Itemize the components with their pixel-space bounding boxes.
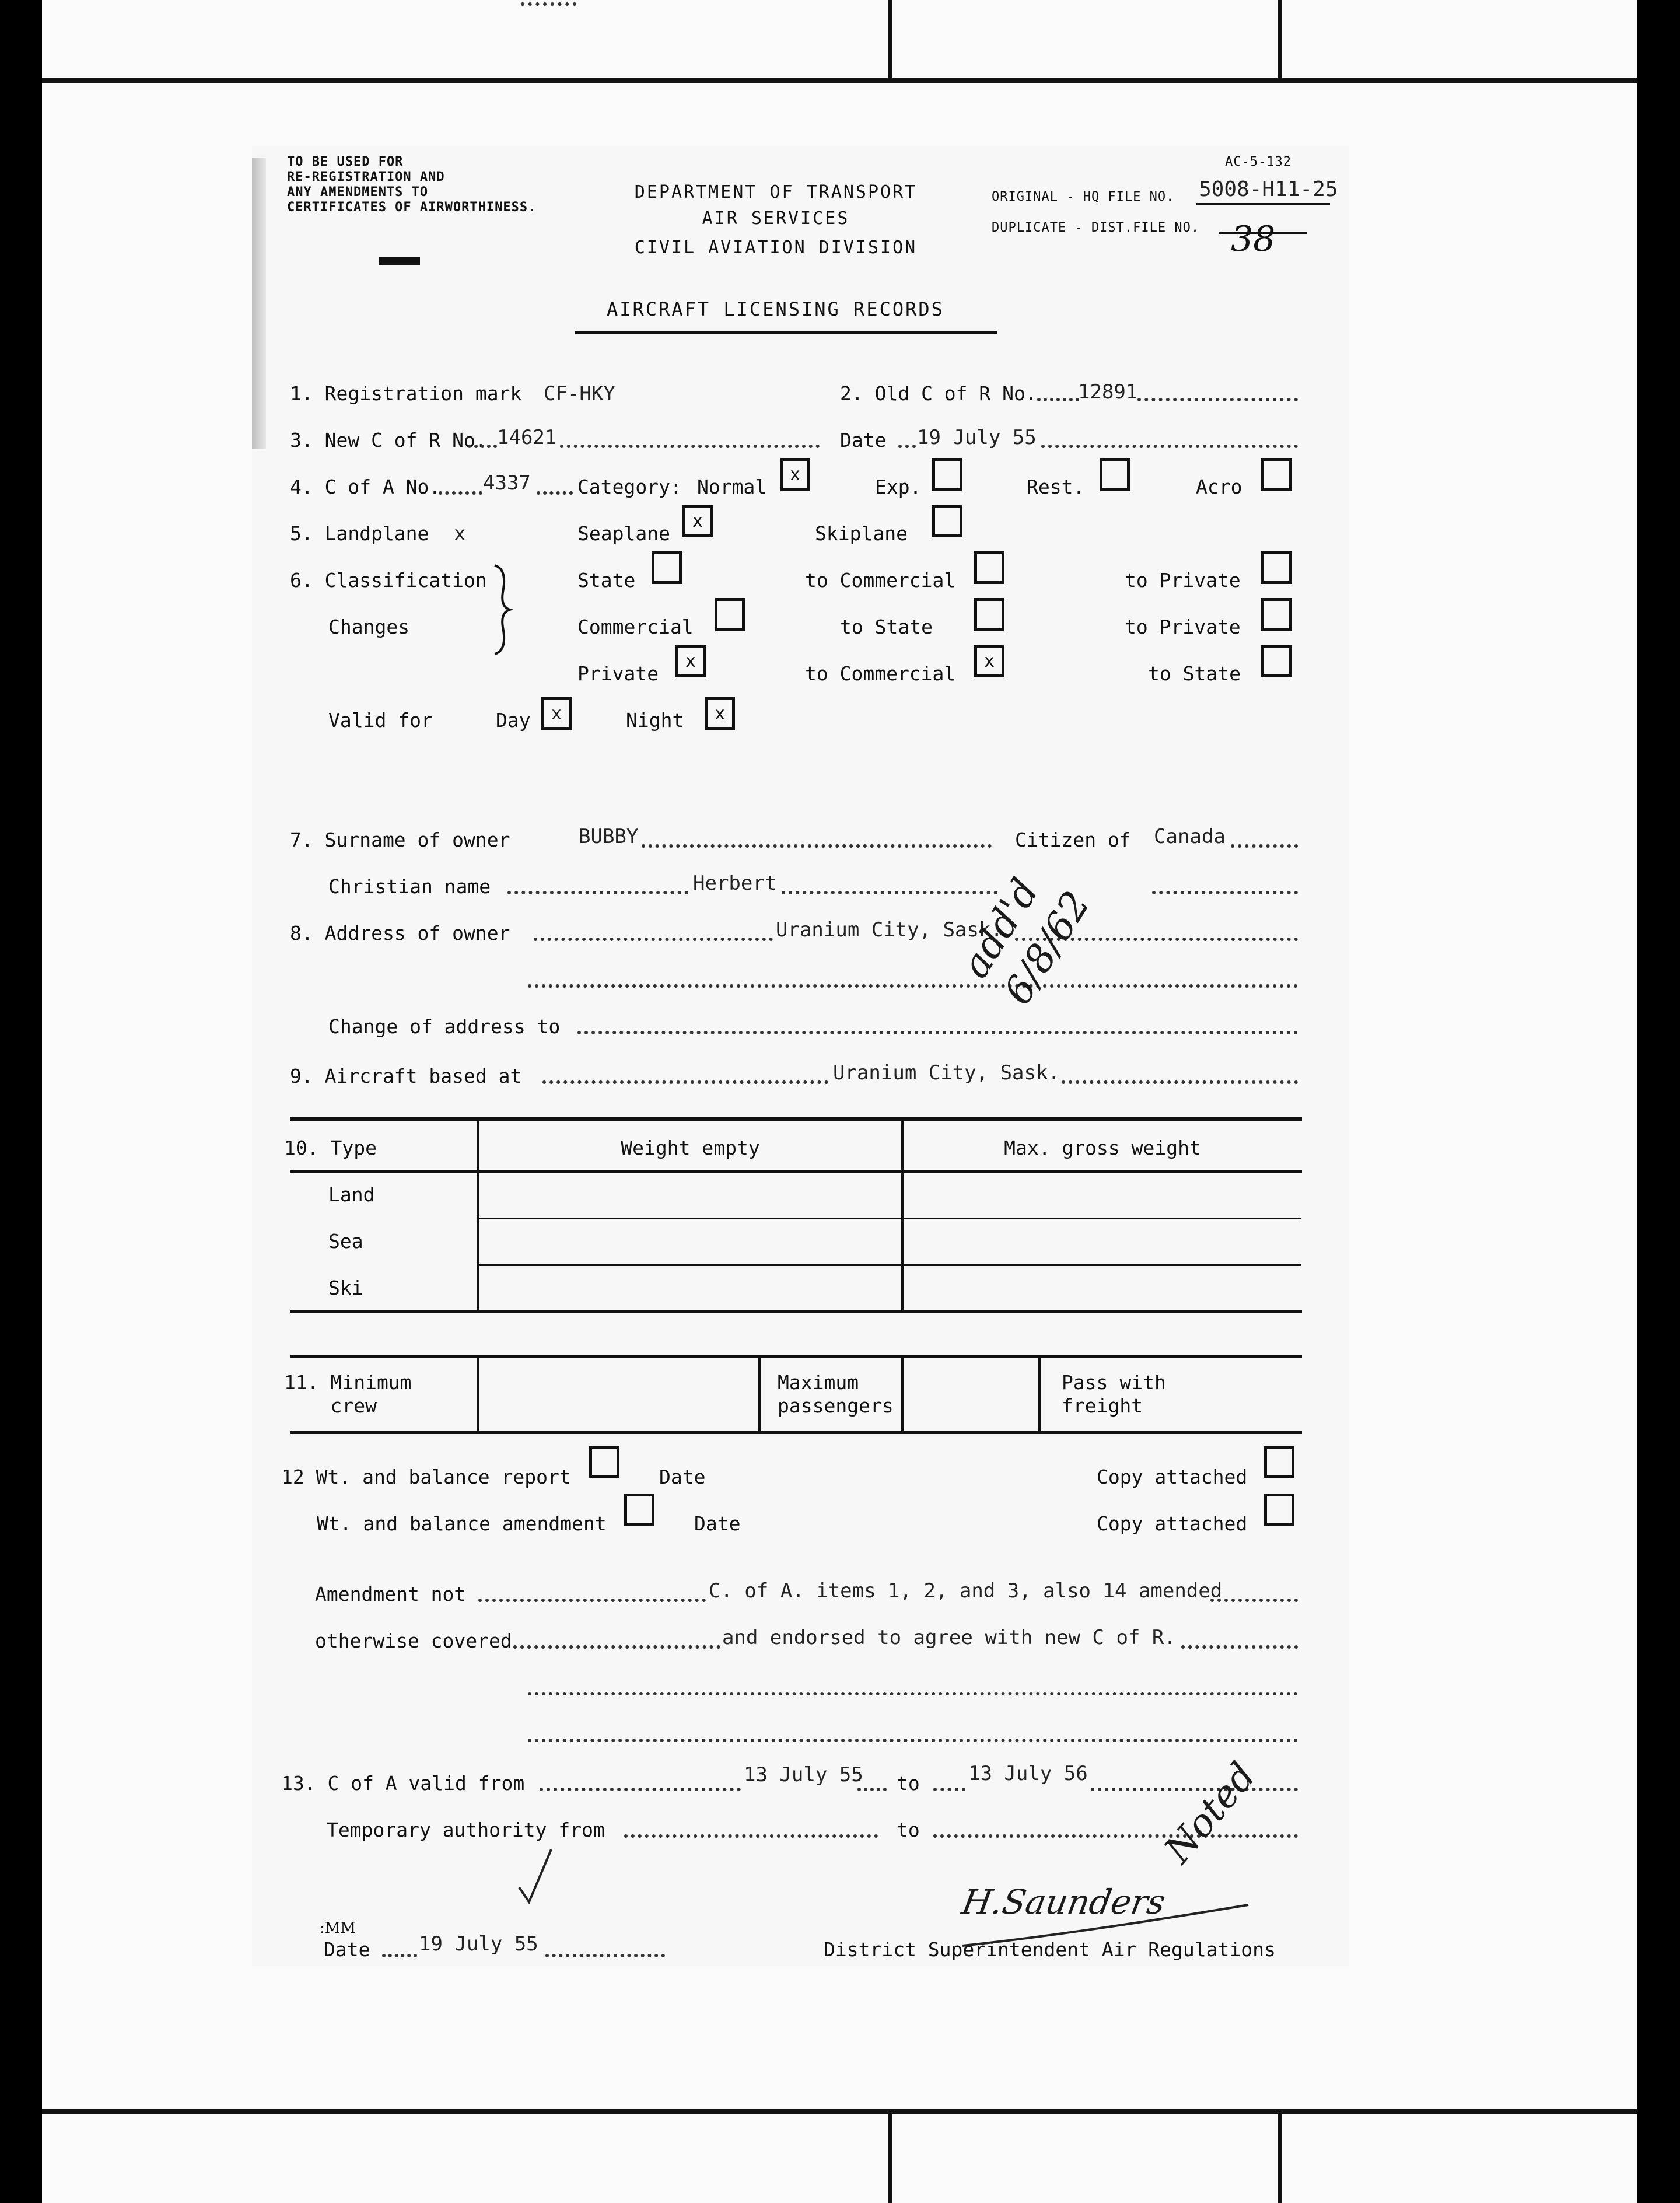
dotted-line (933, 1785, 965, 1791)
dotted-line (528, 1736, 1298, 1742)
dotted-line (898, 442, 916, 448)
cofa-value: 4337 (483, 471, 531, 495)
type-header: 10. Type (284, 1137, 377, 1159)
dotted-line (1138, 396, 1298, 401)
to-private-checkbox-2[interactable] (1261, 598, 1292, 631)
temporary-authority-label: Temporary authority from (327, 1819, 605, 1841)
frame-divider (1278, 0, 1282, 82)
dotted-line (578, 1029, 1298, 1034)
table-col-rule (901, 1355, 904, 1432)
dotted-line (1231, 842, 1298, 848)
check-mark-icon (516, 1847, 557, 1905)
surname-value: BUBBY (579, 825, 639, 848)
cofr-date-label: Date (840, 429, 887, 452)
to-state-checkbox-1[interactable] (974, 598, 1005, 631)
dotted-line (540, 1785, 741, 1791)
old-cofr-label: 2. Old C of R No. (840, 382, 1037, 405)
day-label: Day (496, 709, 531, 732)
new-cofr-label: 3. New C of R No. (290, 429, 487, 452)
superintendent-signature: H.Saunders (959, 1882, 1168, 1922)
table-rule (290, 1431, 1302, 1434)
registration-mark-label: 1. Registration mark (290, 382, 522, 405)
table-rule (290, 1310, 1302, 1313)
weight-empty-header: Weight empty (621, 1137, 760, 1159)
dotted-line (513, 1643, 720, 1649)
to-commercial-checkbox-2[interactable]: x (974, 645, 1005, 677)
to-private-label-1: to Private (1125, 569, 1241, 592)
air-services: AIR SERVICES (702, 208, 850, 229)
surname-label: 7. Surname of owner (290, 828, 510, 851)
copy-attached-label-1: Copy attached (1097, 1466, 1248, 1488)
brace-icon (490, 563, 513, 656)
civil-aviation-division: CIVIL AVIATION DIVISION (634, 237, 918, 258)
wb-amendment-date-label: Date (694, 1512, 741, 1535)
dotted-line (858, 1785, 887, 1791)
private-label: Private (578, 662, 659, 685)
old-cofr-value: 12891 (1078, 380, 1138, 404)
dotted-line (542, 1078, 828, 1084)
to-private-checkbox-1[interactable] (1261, 551, 1292, 584)
frame-divider (888, 0, 892, 82)
footer-date-value: 19 July 55 (419, 1932, 538, 1956)
cofr-date-value: 19 July 55 (917, 426, 1037, 449)
table-col-rule (758, 1355, 761, 1432)
commercial-label: Commercial (578, 616, 694, 638)
cofa-valid-from: 13 July 55 (744, 1763, 863, 1786)
dotted-line (1062, 1078, 1298, 1084)
normal-checkbox[interactable]: x (780, 458, 810, 491)
dotted-line (478, 1596, 706, 1602)
christian-name-label: Christian name (328, 875, 491, 898)
aircraft-based-label: 9. Aircraft based at (290, 1065, 522, 1087)
form-title: AIRCRAFT LICENSING RECORDS (607, 298, 944, 320)
change-address-label: Change of address to (328, 1015, 561, 1038)
temporary-authority-to-label: to (897, 1819, 920, 1841)
private-checkbox[interactable]: x (676, 645, 706, 677)
duplicate-label: DUPLICATE - DIST.FILE NO. (992, 221, 1200, 235)
aircraft-based-value: Uranium City, Sask. (833, 1061, 1060, 1085)
acro-checkbox[interactable] (1261, 458, 1292, 491)
changes-label: Changes (328, 616, 410, 638)
cofa-label: 4. C of A No. (290, 475, 441, 498)
amendment-text-1: C. of A. items 1, 2, and 3, also 14 amended (709, 1579, 1223, 1603)
footer-date-label: Date (324, 1938, 370, 1961)
hq-file-line (1196, 203, 1330, 205)
valid-for-label: Valid for (328, 709, 433, 732)
dist-file-number: 38 (1231, 219, 1276, 260)
table-row-ski: Ski (328, 1277, 363, 1299)
citizen-label: Citizen of (1015, 828, 1131, 851)
table-rule (478, 1218, 1301, 1219)
dotted-line (439, 489, 482, 495)
dotted-line (1152, 889, 1298, 894)
frame-bottom (42, 2109, 1637, 2114)
new-cofr-value: 14621 (497, 426, 557, 449)
wb-amendment-label: Wt. and balance amendment (317, 1512, 607, 1535)
dotted-line (1041, 442, 1298, 448)
wb-report-date-label: Date (659, 1466, 706, 1488)
state-label: State (578, 569, 636, 592)
registration-mark-value: CF-HKY (544, 382, 615, 405)
copy-attached-checkbox-1[interactable] (1264, 1446, 1294, 1478)
hq-file-number: 5008-H11-25 (1199, 177, 1338, 201)
dotted-line (521, 0, 576, 6)
typist-initials: :MM (320, 1919, 356, 1937)
exp-checkbox[interactable] (932, 458, 963, 491)
dotted-line (534, 935, 773, 941)
state-checkbox[interactable] (652, 551, 682, 584)
original-label: ORIGINAL - HQ FILE NO. (992, 190, 1175, 204)
table-rule (478, 1264, 1301, 1266)
dotted-line (1210, 1596, 1298, 1602)
amendment-text-2: and endorsed to agree with new C of R. (722, 1626, 1176, 1649)
scan-edge (252, 158, 266, 449)
landplane-mark: x (454, 522, 466, 545)
frame-top (42, 78, 1637, 83)
cofa-valid-to-label: to (897, 1772, 920, 1795)
dotted-line (624, 1832, 878, 1838)
max-gross-header: Max. gross weight (1004, 1137, 1201, 1159)
dotted-line (545, 1952, 665, 1957)
to-state-label-2: to State (1148, 662, 1241, 685)
noted-handwriting: Noted (1156, 1754, 1265, 1872)
dotted-line (782, 889, 998, 894)
category-acro-label: Acro (1196, 475, 1242, 498)
christian-name-value: Herbert (693, 872, 777, 895)
dotted-line (528, 982, 1298, 988)
address-value: Uranium City, Sask. (776, 918, 1003, 942)
skiplane-label: Skiplane (815, 522, 908, 545)
to-commercial-checkbox-1[interactable] (974, 551, 1005, 584)
dotted-line (642, 842, 992, 848)
amendment-label-2: otherwise covered (315, 1629, 512, 1652)
seaplane-checkbox[interactable]: x (682, 505, 713, 537)
dotted-line (468, 442, 497, 448)
cofa-valid-label: 13. C of A valid from (281, 1772, 525, 1795)
handwritten-address-note: add'd 6/8/62 (952, 870, 1099, 1013)
category-normal-label: Normal (697, 475, 767, 498)
to-state-checkbox-2[interactable] (1261, 645, 1292, 677)
wb-amendment-checkbox[interactable] (624, 1494, 654, 1526)
frame-divider (1278, 2109, 1282, 2203)
stamp-mark (379, 257, 420, 265)
maximum-passengers-label: Maximum passengers (778, 1371, 894, 1417)
to-state-label-1: to State (840, 616, 933, 638)
table-col-rule (477, 1355, 480, 1432)
commercial-checkbox[interactable] (715, 598, 745, 631)
classification-label: 6. Classification (290, 569, 487, 592)
category-label: Category: (578, 475, 682, 498)
category-exp-label: Exp. (875, 475, 922, 498)
address-label: 8. Address of owner (290, 922, 510, 945)
to-commercial-label-2: to Commercial (805, 662, 956, 685)
to-private-label-2: to Private (1125, 616, 1241, 638)
table-row-sea: Sea (328, 1230, 363, 1253)
pass-with-freight-label: Pass with freight (1062, 1371, 1166, 1417)
cofa-valid-to: 13 July 56 (968, 1762, 1088, 1785)
title-underline (575, 331, 998, 334)
dotted-line (933, 1832, 1298, 1838)
night-checkbox[interactable]: x (705, 697, 735, 730)
table-row-land: Land (328, 1183, 375, 1206)
dept-name: DEPARTMENT OF TRANSPORT (634, 182, 918, 202)
dotted-line (382, 1952, 417, 1957)
copy-attached-checkbox-2[interactable] (1264, 1494, 1294, 1526)
dotted-line (537, 489, 573, 495)
wb-report-label: 12 Wt. and balance report (281, 1466, 571, 1488)
table-rule (290, 1117, 1302, 1121)
dotted-line (528, 1690, 1298, 1695)
rest-checkbox[interactable] (1100, 458, 1130, 491)
table-rule (290, 1170, 1302, 1173)
wb-report-checkbox[interactable] (589, 1446, 620, 1478)
dotted-line (1181, 1643, 1298, 1649)
seaplane-label: Seaplane (578, 522, 670, 545)
frame-divider (888, 2109, 892, 2203)
form-number: AC-5-132 (1225, 155, 1292, 169)
dotted-line (1037, 396, 1079, 401)
category-rest-label: Rest. (1027, 475, 1085, 498)
amendment-label-1: Amendment not (315, 1583, 466, 1606)
copy-attached-label-2: Copy attached (1097, 1512, 1248, 1535)
superintendent-title: District Superintendent Air Regulations (824, 1938, 1276, 1961)
day-checkbox[interactable]: x (541, 697, 572, 730)
table-rule (290, 1355, 1302, 1358)
header-left-note: TO BE USED FOR RE-REGISTRATION AND ANY AMENDMENTS TO CERTIFICATES OF AIRWORTHINESS. (287, 155, 537, 215)
dotted-line (508, 889, 688, 894)
dotted-line (1091, 1785, 1298, 1791)
dotted-line (560, 442, 820, 448)
minimum-crew-label: 11. Minimum crew (284, 1371, 412, 1417)
table-col-rule (1038, 1355, 1041, 1432)
to-commercial-label-1: to Commercial (805, 569, 956, 592)
night-label: Night (626, 709, 684, 732)
skiplane-checkbox[interactable] (932, 505, 963, 537)
landplane-label: 5. Landplane (290, 522, 429, 545)
citizen-value: Canada (1154, 825, 1226, 848)
